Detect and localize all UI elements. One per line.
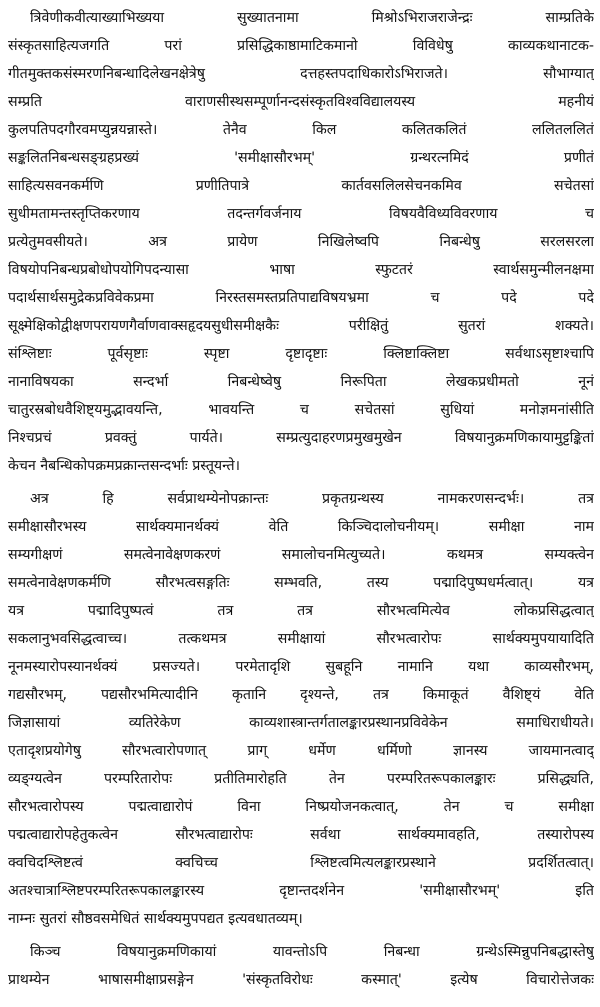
text-line: नाम्नः सुतरां सौष्ठवसमेधितं सार्थक्यमुपपद्यत इत्यवधातव्यम्। bbox=[8, 911, 303, 927]
text-line: सम्प्रति वाराणसीस्थसम्पूर्णानन्दसंस्कृतविश्वविद्यालयस्य महनीयं bbox=[8, 94, 594, 110]
text-line: व्यङ्ग्यत्वेन परम्परितारोपः प्रतीतिमारोहति तेन परम्परितरूपकालङ्कारः प्रसिद्ध्यति, bbox=[8, 771, 594, 787]
text-line: सङ्कलितनिबन्धसङ्ग्रहप्रख्यं 'समीक्षासौरभम्' ग्रन्थरत्नमिदं प्रणीतं bbox=[8, 150, 594, 166]
text-line: विषयोपनिबन्धप्रबोधोपयोगिपदन्यासा भाषा स्फुटतरं स्वार्थसमुन्मीलनक्षमा bbox=[8, 262, 594, 278]
text-line: संस्कृतसाहित्यजगति परां प्रसिद्धिकाष्ठामाटिकमानो विविधेषु काव्यकथानाटक- bbox=[8, 38, 594, 54]
text-line: प्राथम्येन भाषासमीक्षाप्रसङ्गेन 'संस्कृतविरोधः कस्मात्' इत्येष विचारोत्तेजकः bbox=[8, 972, 594, 988]
text-line: यत्र पद्मादिपुष्पत्वं तत्र तत्र सौरभत्वमित्येव लोकप्रसिद्धत्वात् bbox=[8, 603, 594, 619]
text-line: सौरभत्वारोपस्य पद्मत्वाद्यारोपं विना निष्प्रयोजनकत्वात्, तेन च समीक्षा bbox=[8, 799, 594, 815]
text-line: सकलानुभवसिद्धत्वाच्च। तत्कथमत्र समीक्षायां सौरभत्वारोपः सार्थक्यमुपयायादिति bbox=[8, 631, 594, 647]
text-line: नूनमस्यारोपस्यानर्थक्यं प्रसज्यते। परमेतादृशि सुबहूनि नामानि यथा काव्यसौरभम्, bbox=[8, 659, 594, 675]
text-line: सम्यगीक्षणं समत्वेनावेक्षणकरणं समालोचनमित्युच्यते। कथमत्र सम्यक्त्वेन bbox=[8, 547, 594, 563]
text-line: निश्चप्रचं प्रवक्तुं पार्यते। सम्प्रत्युदाहरणप्रमुखमुखेन विषयानुक्रमणिकायामुट्टङ्कितां bbox=[8, 430, 594, 446]
text-line: पदार्थसार्थसमुद्रेकप्रविवेकप्रमा निरस्तसमस्तप्रतिपाद्यविषयभ्रमा च पदे पदे bbox=[8, 290, 594, 306]
paragraph-title-discussion bbox=[8, 485, 594, 933]
text-line: साहित्यसवनकर्मणि प्रणीतिपात्रे कार्तवसलिलसेचनकमिव सचेतसां bbox=[8, 178, 594, 194]
text-line: गद्यसौरभम्, पद्यसौरभमित्यादीनि कृतानि दृश्यन्ते, तत्र किमाकूतं वैशिष्ट्यं वेति bbox=[8, 687, 594, 703]
text-line: चातुरस्रबोधवैशिष्ट्यमुद्भावयन्ति, भावयन्ति च सचेतसां सुधियां मनोज्ञमनांसीति bbox=[8, 402, 594, 418]
text-line: नानाविषयका सन्दर्भा निबन्धेष्वेषु निरूपिता लेखकप्रधीमतो नूनं bbox=[8, 374, 594, 390]
text-line: प्रत्येतुमवसीयते। अत्र प्रायेण निखिलेष्वपि निबन्धेषु सरलसरला bbox=[8, 234, 594, 250]
paragraph-contents bbox=[8, 938, 594, 994]
text-line: एतादृशप्रयोगेषु सौरभत्वारोपणात् प्राग् धर्मेण धर्मिणो ज्ञानस्य जायमानत्वाद् bbox=[8, 743, 594, 759]
text-line: जिज्ञासायां व्यतिरेकेण काव्यशास्त्रान्तर्गतालङ्कारप्रस्थानप्रविवेकेन समाधिराधीयते। bbox=[8, 715, 594, 731]
text-line: अत्र हि सर्वप्राथम्येनोपक्रान्तः प्रकृतग्रन्थस्य नामकरणसन्दर्भः। तत्र bbox=[30, 491, 594, 507]
text-line: समत्वेनावेक्षणकर्मणि सौरभत्वसङ्गतिः सम्भवति, तस्य पद्मादिपुष्पधर्मत्वात्। यत्र bbox=[8, 575, 594, 591]
text-line: अतश्चात्राश्लिष्टपरम्परितरूपकालङ्कारस्य दृष्टान्तदर्शनेन 'समीक्षासौरभम्' इति bbox=[8, 883, 594, 899]
text-line: कुलपतिपदगौरवमप्युन्नयन्नास्ते। तेनैव किल कलितकलितं ललितललितं bbox=[8, 122, 594, 138]
text-line: गीतमुक्तकसंस्मरणनिबन्धादिलेखनक्षेत्रेषु दत्तहस्तपदाधिकारोऽभिराजते। सौभाग्यात् bbox=[8, 66, 594, 82]
paragraph-intro bbox=[8, 4, 594, 480]
text-line: पद्मत्वाद्यारोपहेतुकत्वेन सौरभत्वाद्यारोपः सर्वथा सार्थक्यमावहति, तस्यारोपस्य bbox=[8, 827, 594, 843]
text-line: सुधीमतामन्तस्तृप्तिकरणाय तदन्तर्गवर्जनाय विषयवैविध्यविवरणाय च bbox=[8, 206, 594, 222]
text-line: किञ्च विषयानुक्रमणिकायां यावन्तोऽपि निबन्धा ग्रन्थेऽस्मिन्नुपनिबद्धास्तेषु bbox=[30, 944, 594, 960]
text-line: क्वचिदश्लिष्टत्वं क्वचिच्च श्लिष्टत्वमित्यलङ्कारप्रस्थाने प्रदर्शितत्वात्। bbox=[8, 855, 594, 871]
text-line: संश्लिष्टाः पूर्वसृष्टाः स्पृष्टा दृष्टादृष्टाः क्लिष्टाक्लिष्टा सर्वथाऽसृष्टाश्चापि bbox=[8, 346, 594, 362]
text-line: केचन नैबन्धिकोपक्रमप्रक्रान्तसन्दर्भाः प्रस्तूयन्ते। bbox=[8, 458, 240, 474]
text-line: सूक्ष्मेक्षिकोद्वीक्षणपरायणगैर्वाणवाक्सहृदयसुधीसमीक्षकैः परीक्षितुं सुतरां शक्यते। bbox=[8, 318, 594, 334]
text-line: त्रिवेणीकवीत्याख्याभिख्यया सुख्यातनामा मिश्रोऽभिराजराजेन्द्रः साम्प्रतिके bbox=[30, 10, 594, 26]
text-line: समीक्षासौरभस्य सार्थक्यमानर्थक्यं वेति किञ्चिदालोचनीयम्। समीक्षा नाम bbox=[8, 519, 594, 535]
